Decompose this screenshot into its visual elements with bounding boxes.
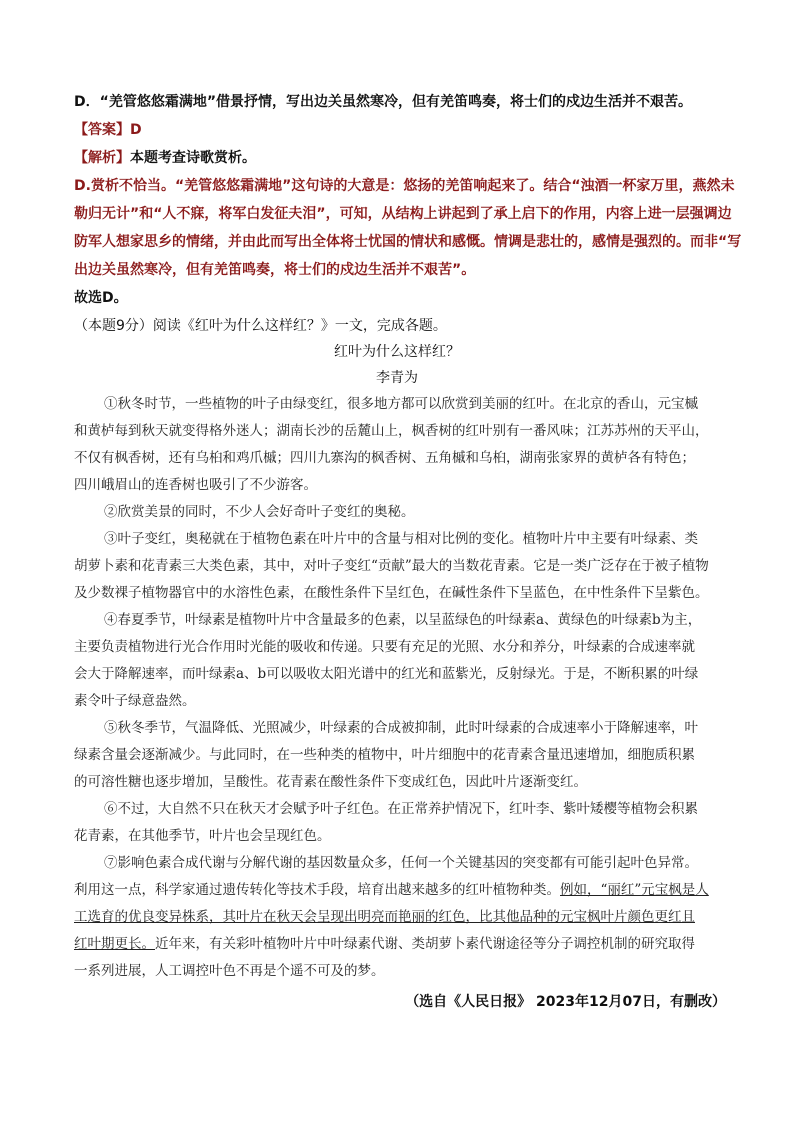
analysis-text-line: 防军人想家思乡的情绪，并由此而写出全体将士忧国的情状和感慨。情调是悲壮的，感情是强烈的。而非“写 — [74, 234, 742, 250]
article-line: 的可溶性糖也逐步增加，呈酸性。花青素在酸性条件下变成红色，因此叶片逐渐变红。 — [74, 774, 587, 790]
analysis-intro: 本题考查诗歌赏析。 — [130, 150, 256, 166]
article-line: 绿素含量会逐渐减少。与此同时，在一些种类的植物中，叶片细胞中的花青素含量迅速增加，细胞质积累 — [74, 747, 695, 763]
article-line: ③叶子变红，奥秘就在于植物色素在叶片中的含量与相对比例的变化。植物叶片中主要有叶绿素、类 — [104, 531, 698, 547]
article-line: 主要负责植物进行光合作用时光能的吸收和传递。只要有充足的光照、水分和养分，叶绿素的合成速率就 — [74, 639, 695, 655]
article-line — [74, 880, 734, 900]
article-text: 近年来，有关彩叶植物叶片中叶绿素代谢、类胡萝卜素代谢途径等分子调控机制的研究取得 — [155, 936, 695, 952]
article-line: 和黄栌每到秋天就变得格外迷人；湖南长沙的岳麓山上，枫香树的红叶别有一番风味；江苏苏州的天平山， — [74, 423, 709, 439]
article-line: 及少数裸子植物器官中的水溶性色素，在酸性条件下呈红色，在碱性条件下呈蓝色，在中性条件下呈紫色。 — [74, 585, 709, 601]
underlined-sentence: 工选育的优良变异株系，其叶片在秋天会呈现出明亮而艳丽的红色，比其他品种的元宝枫叶片颜色更红且 — [74, 909, 695, 925]
answer-value: D — [130, 122, 142, 138]
article-line: ②欣赏美景的同时，不少人会好奇叶子变红的奥秘。 — [104, 504, 415, 520]
article-line: ⑥不过，大自然不只在秋天才会赋予叶子红色。在正常养护情况下，红叶李、紫叶矮樱等植物会积累 — [104, 801, 698, 817]
article-line — [74, 934, 734, 954]
article-line: ⑦影响色素合成代谢与分解代谢的基因数量众多，任何一个关键基因的突变都有可能引起叶色异常。 — [104, 855, 698, 871]
article-author: 李青为 — [376, 370, 418, 386]
article-line: 不仅有枫香树，还有乌桕和鸡爪槭；四川九寨沟的枫香树、五角槭和乌桕，湖南张家界的黄栌各有特色； — [74, 450, 695, 466]
answer-line — [74, 120, 734, 140]
analysis-conclusion: 故选D。 — [74, 290, 128, 306]
underlined-sentence: 红叶期更长。 — [74, 936, 155, 952]
option-d — [74, 92, 734, 112]
article-title: 红叶为什么这样红？ — [334, 344, 460, 360]
article-source: （选自《人民日报》 2023年12月07日，有删改） — [405, 994, 726, 1010]
analysis-tag: 【解析】 — [74, 150, 130, 166]
article-text: 利用这一点，科学家通过遗传转化等技术手段，培育出越来越多的红叶植物种类。 — [74, 882, 560, 898]
option-d-label: D． — [74, 94, 100, 110]
article-line: 胡萝卜素和花青素三大类色素，其中，对叶子变红“贡献”最大的当数花青素。它是一类广泛存在于被子植物 — [74, 558, 709, 574]
analysis-text-line: 勒归无计”和“人不寐，将军白发征夫泪”，可知，从结构上讲起到了承上启下的作用，内容上进一层强调边 — [74, 206, 732, 222]
question-prompt: （本题9分）阅读《红叶为什么这样红？》一文，完成各题。 — [74, 318, 447, 334]
analysis-line — [74, 148, 734, 168]
article-line: ①秋冬时节，一些植物的叶子由绿变红，很多地方都可以欣赏到美丽的红叶。在北京的香山，元宝槭 — [104, 396, 698, 412]
analysis-text-line: 出边关虽然寒冷，但有羌笛鸣奏，将士们的戍边生活并不艰苦”。 — [74, 262, 476, 278]
underlined-sentence: 例如，“丽红”元宝枫是人 — [560, 882, 709, 898]
option-d-text: “羌管悠悠霜满地”借景抒情，写出边关虽然寒冷，但有羌笛鸣奏，将士们的戍边生活并不艰苦。 — [99, 94, 693, 110]
article-line: 会大于降解速率，而叶绿素a、b可以吸收太阳光谱中的红光和蓝紫光，反射绿光。于是，不断积累的叶绿 — [74, 666, 699, 682]
answer-tag: 【答案】 — [74, 122, 130, 138]
analysis-text-line: D.赏析不恰当。“羌管悠悠霜满地”这句诗的大意是：悠扬的羌笛响起来了。结合“浊酒一杯家万里，燕然未 — [74, 178, 735, 194]
article-line: 一系列进展，人工调控叶色不再是个遥不可及的梦。 — [74, 963, 385, 979]
article-line: 四川峨眉山的连香树也吸引了不少游客。 — [74, 477, 317, 493]
article-line: ④春夏季节，叶绿素是植物叶片中含量最多的色素，以呈蓝绿色的叶绿素a、黄绿色的叶绿素b为主， — [104, 612, 702, 628]
article-line: ⑤秋冬季节，气温降低、光照减少，叶绿素的合成被抑制，此时叶绿素的合成速率小于降解速率，叶 — [104, 720, 698, 736]
article-line: 素令叶子绿意盎然。 — [74, 693, 196, 709]
article-line: 花青素，在其他季节，叶片也会呈现红色。 — [74, 828, 331, 844]
